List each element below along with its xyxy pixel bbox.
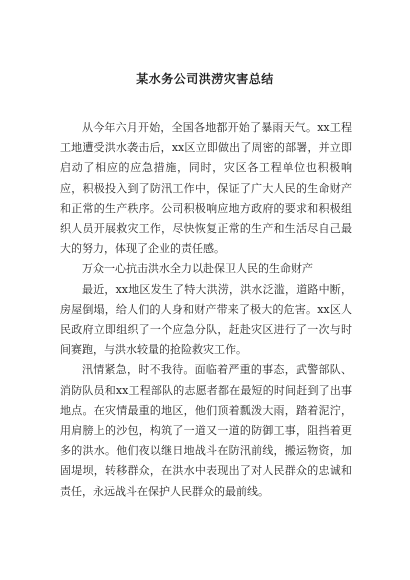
document-title: 某水务公司洪涝灾害总结 (136, 72, 274, 86)
paragraph: 汛情紧急，时不我待。面临着严重的事态，武警部队、消防队员和xx工程部队的志愿者都在最短的时间赶到了出事地点。在灾情最重的地区，他们顶着瓢泼大雨，踏着泥泞，用肩膀上的沙包，构筑了一道又一道的防御工事，阻挡着更多的洪水。他们夜以继日地战斗在防汛前线，搬运物资，加固堤坝，转移群众，在洪水中表现出了对人民群众的忠诚和责任，永远战斗在保护人民群众的最前线。 (60, 363, 352, 498)
paragraph: 最近，xx地区发生了特大洪涝，洪水泛滥，道路中断，房屋倒塌，给人们的人身和财产带来了极大的危害。xx区人民政府立即组织了一个应急分队，赶赴灾区进行了一次与时间赛跑，与洪水较量的抢险救灾工作。 (60, 282, 352, 357)
document-body (60, 118, 352, 502)
section-heading: 万众一心抗击洪水全力以赴保卫人民的生命财产 (82, 262, 313, 276)
paragraph: 从今年六月开始，全国各地都开始了暴雨天气。xx工程工地遭受洪水袭击后，xx区立即做出了周密的部署，并立即启动了相应的应急措施，同时，灾区各工程单位也积极响应，积极投入到了防汛工作中，保证了广大人民的生命财产和正常的生产秩序。公司积极响应地方政府的要求和积极组织人员开展救灾工作，尽快恢复正常的生产和生活尽自己最大的努力，体现了企业的责任感。 (60, 121, 352, 256)
